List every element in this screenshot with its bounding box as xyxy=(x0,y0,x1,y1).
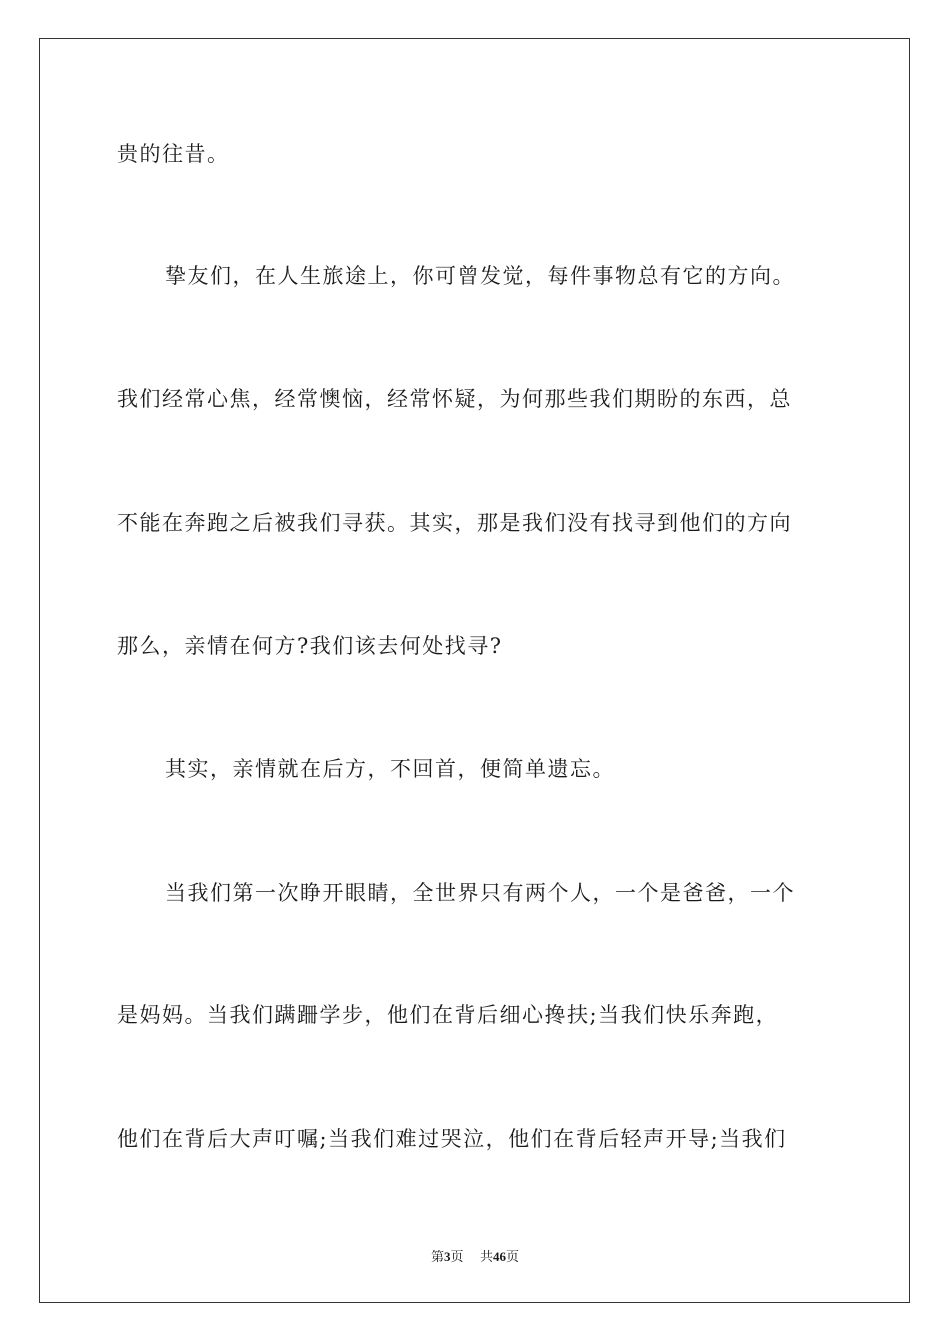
text-line-5: 那么，亲情在何方?我们该去何处找寻? xyxy=(117,634,503,658)
footer-page-prefix: 第 xyxy=(430,1250,444,1265)
footer-page-number: 3 xyxy=(443,1249,451,1264)
footer-total-prefix: 共 xyxy=(480,1250,494,1265)
text-line-3: 我们经常心焦，经常懊恼，经常怀疑，为何那些我们期盼的东西，总 xyxy=(117,387,792,411)
text-line-8: 是妈妈。当我们蹒跚学步，他们在背后细心搀扶;当我们快乐奔跑， xyxy=(117,1003,779,1027)
text-line-4: 不能在奔跑之后被我们寻获。其实，那是我们没有找寻到他们的方向 xyxy=(117,511,792,535)
text-line-2: 挚友们，在人生旅途上，你可曾发觉，每件事物总有它的方向。 xyxy=(165,264,795,288)
footer-total-pages: 46 xyxy=(493,1249,507,1264)
text-line-7: 当我们第一次睁开眼睛，全世界只有两个人，一个是爸爸，一个 xyxy=(165,881,795,905)
page-border xyxy=(39,38,910,1303)
text-line-1: 贵的往昔。 xyxy=(117,142,230,166)
text-line-9: 他们在背后大声叮嘱;当我们难过哭泣，他们在背后轻声开导;当我们 xyxy=(117,1127,787,1151)
page-footer xyxy=(0,1248,950,1267)
footer-page-suffix: 页 xyxy=(450,1250,464,1265)
footer-total-suffix: 页 xyxy=(506,1250,520,1265)
text-line-6: 其实，亲情就在后方，不回首，便简单遗忘。 xyxy=(165,757,615,781)
